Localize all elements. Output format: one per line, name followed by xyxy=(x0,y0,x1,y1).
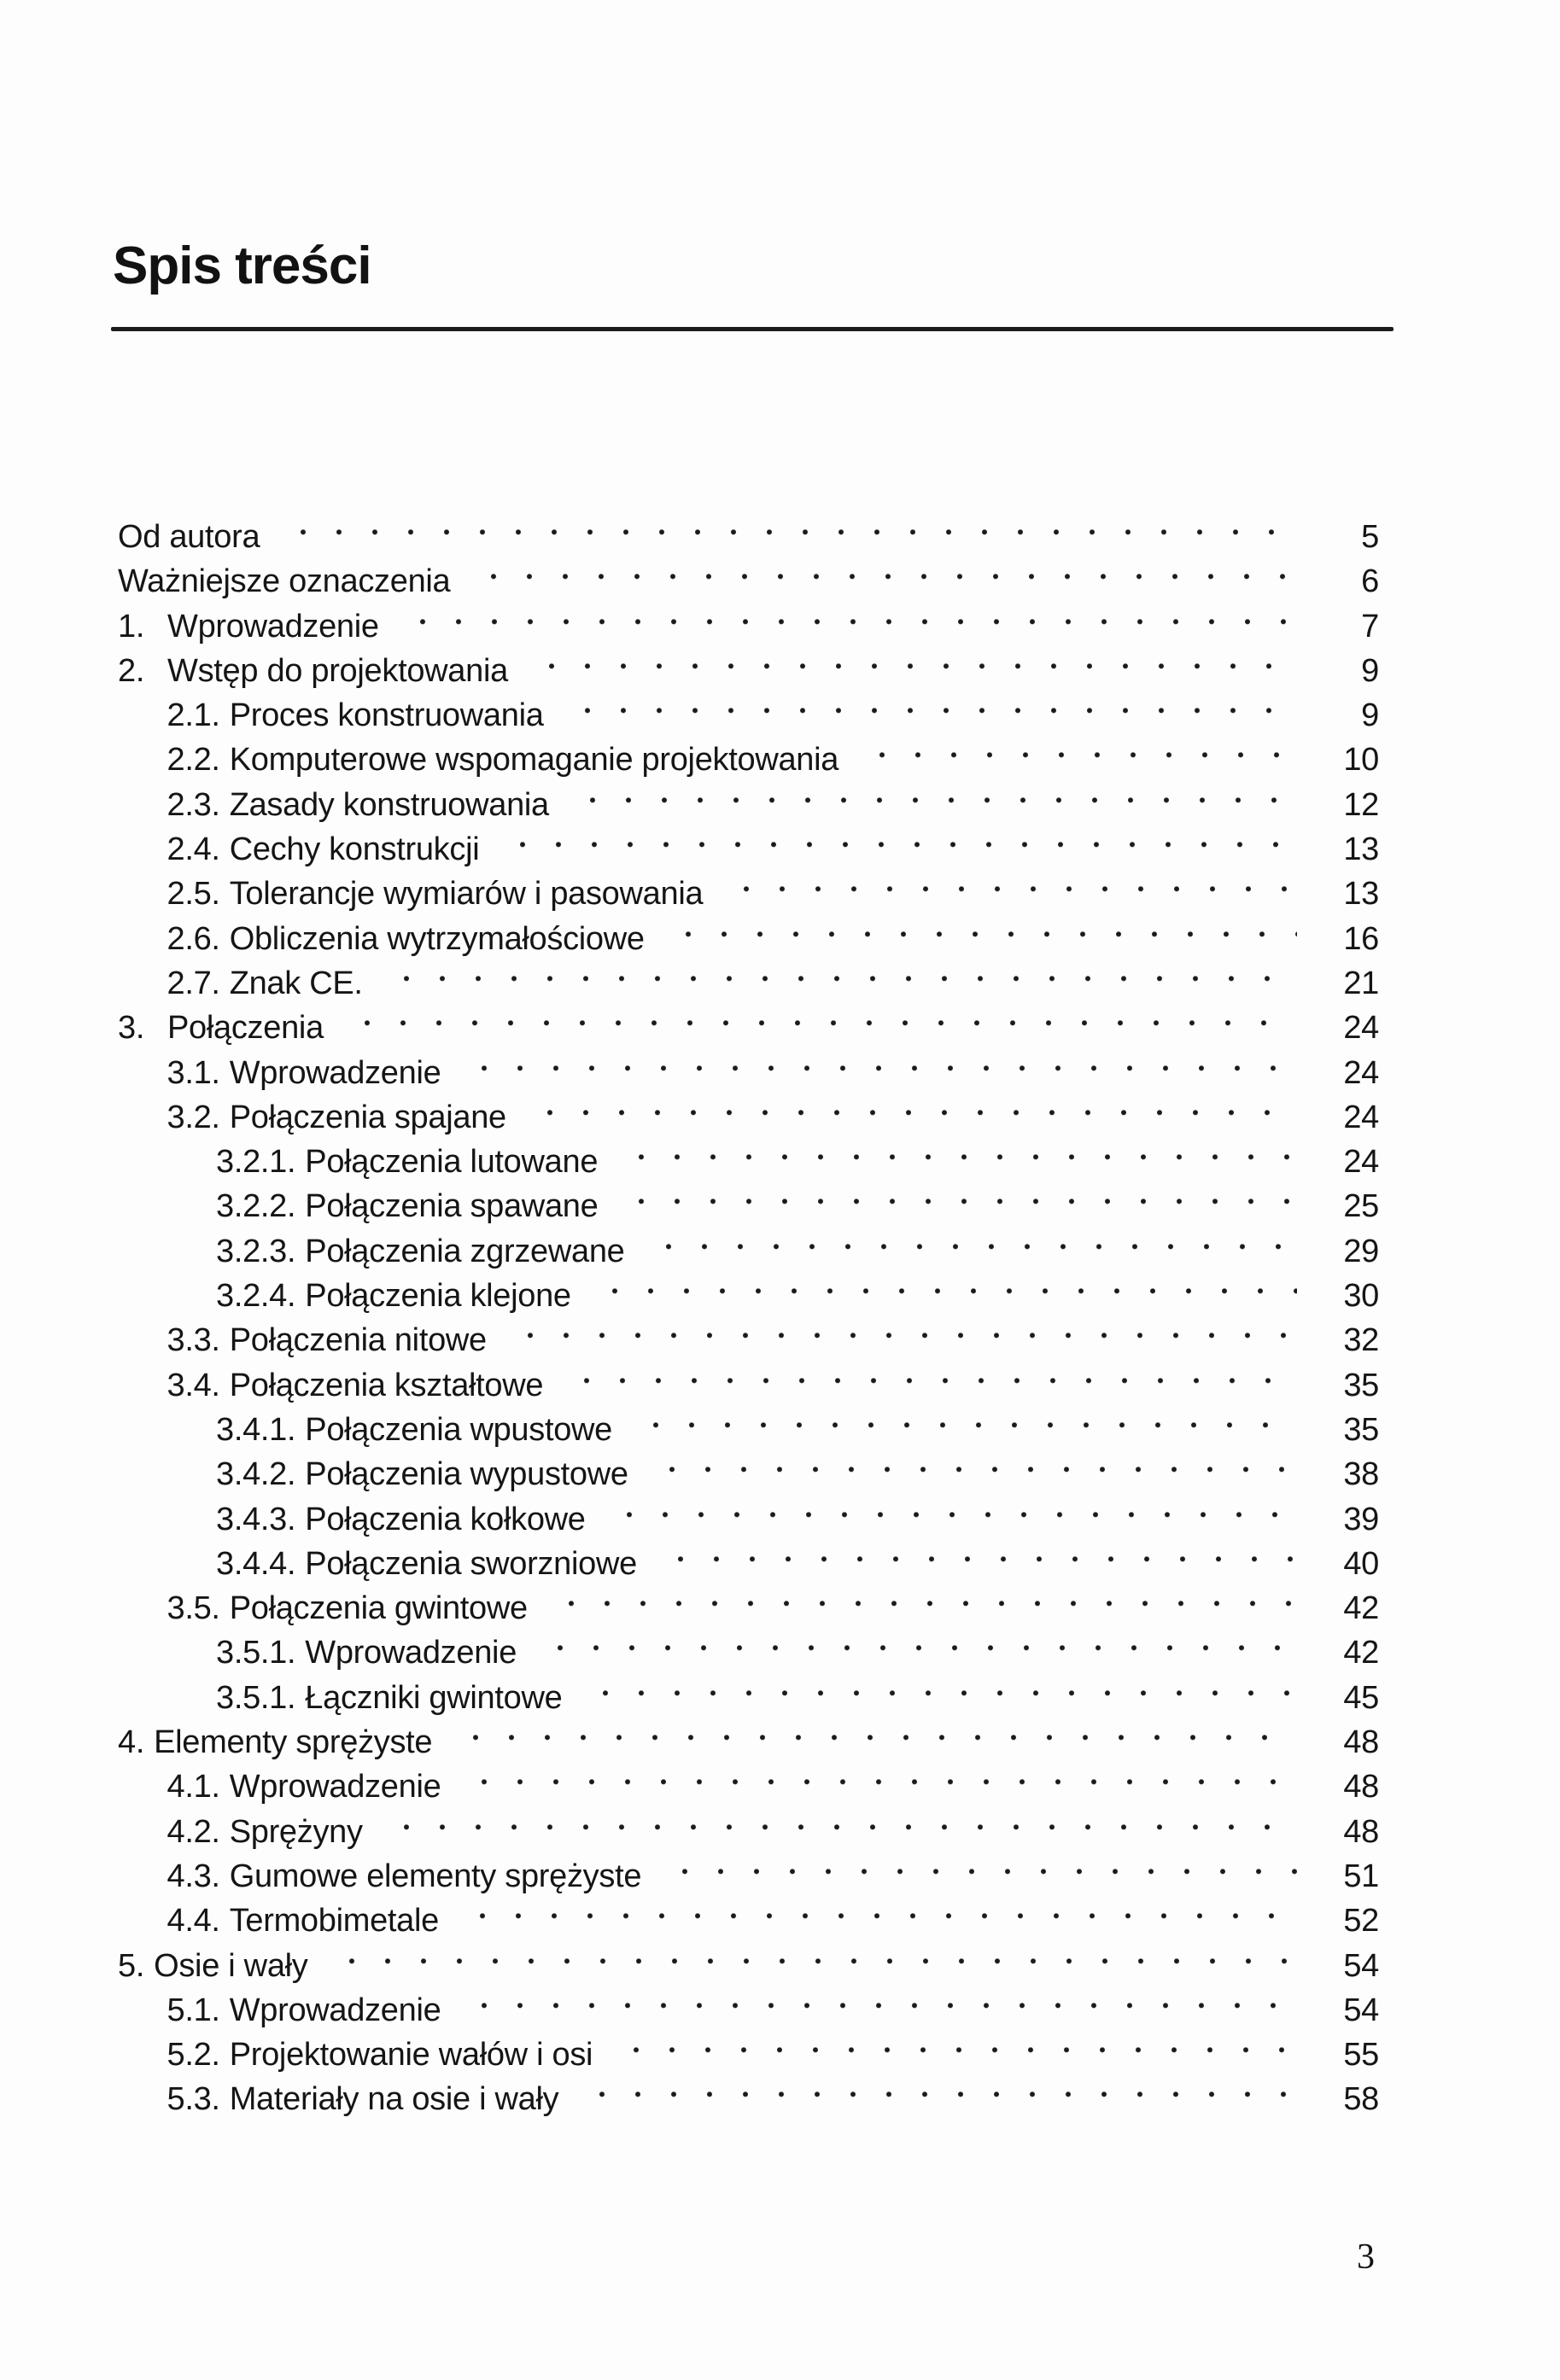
toc-row xyxy=(118,827,1379,872)
toc-entry-title: Wprowadzenie xyxy=(229,1054,441,1091)
toc-row xyxy=(118,649,1379,693)
toc-row xyxy=(118,1363,1379,1408)
toc-row xyxy=(118,1095,1379,1140)
toc-entry-title: Połączenia sworzniowe xyxy=(305,1545,637,1582)
toc-entry-title: Gumowe elementy sprężyste xyxy=(229,1858,642,1894)
dot-leader xyxy=(656,1542,1297,1586)
toc-entry-title: Proces konstruowania xyxy=(229,697,544,734)
toc-entry-number: 3.5. xyxy=(167,1590,220,1627)
dot-leader xyxy=(631,1408,1297,1452)
toc-entry-number: 2.4. xyxy=(167,831,220,868)
dot-leader xyxy=(459,1765,1297,1809)
toc-entry-page: 45 xyxy=(1343,1679,1379,1716)
toc-entry-title: Połączenia nitowe xyxy=(229,1322,487,1359)
toc-entry-number: 2.1. xyxy=(167,697,220,734)
toc-entry-number: 5.1. xyxy=(167,1992,220,2028)
toc-row xyxy=(118,872,1379,916)
toc-row xyxy=(118,1542,1379,1586)
toc-entry-number: 4.2. xyxy=(167,1813,220,1850)
dot-leader xyxy=(451,1720,1297,1765)
toc-entry-number: 3.2.4. xyxy=(216,1278,296,1315)
toc-entry-number: 2.6. xyxy=(167,920,220,957)
toc-entry-title: Tolerancje wymiarów i pasowania xyxy=(229,876,704,913)
toc-entry-title: Osie i wały xyxy=(154,1947,308,1984)
toc-row xyxy=(118,1006,1379,1050)
dot-leader xyxy=(342,1006,1297,1050)
toc-entry-number: 4.4. xyxy=(167,1903,220,1940)
toc-row xyxy=(118,1184,1379,1228)
dot-leader xyxy=(563,693,1297,738)
toc-entry-number: 3.1. xyxy=(167,1054,220,1091)
toc-entry-page: 12 xyxy=(1343,786,1379,823)
dot-leader xyxy=(562,1363,1297,1408)
toc-row xyxy=(118,1229,1379,1274)
toc-entry-title: Materiały na osie i wały xyxy=(229,2081,559,2118)
toc-entry-number: 3.2.1. xyxy=(216,1144,296,1181)
dot-leader xyxy=(857,738,1297,782)
toc-row xyxy=(118,1586,1379,1630)
toc-row xyxy=(118,604,1379,649)
dot-leader xyxy=(535,1630,1297,1675)
toc-row xyxy=(118,783,1379,827)
title-rule xyxy=(111,327,1393,331)
toc-entry-number: 3.4.2. xyxy=(216,1456,296,1493)
toc-entry-page: 51 xyxy=(1343,1858,1379,1894)
toc-entry-number: 4.3. xyxy=(167,1858,220,1894)
dot-leader xyxy=(382,961,1297,1006)
toc-entry-page: 16 xyxy=(1343,920,1379,957)
toc-entry-title: Łączniki gwintowe xyxy=(305,1679,563,1716)
toc-entry-title: Ważniejsze oznaczenia xyxy=(118,563,451,600)
toc-list xyxy=(118,515,1379,2122)
toc-entry-title: Wprowadzenie xyxy=(305,1635,517,1671)
toc-entry-number: 3.2.3. xyxy=(216,1233,296,1269)
toc-entry-number: 3.3. xyxy=(167,1322,220,1359)
toc-row xyxy=(118,1497,1379,1542)
toc-entry-page: 25 xyxy=(1343,1188,1379,1225)
toc-entry-page: 7 xyxy=(1361,608,1379,645)
toc-entry-number: 2.5. xyxy=(167,876,220,913)
toc-entry-page: 54 xyxy=(1343,1947,1379,1984)
toc-row xyxy=(118,515,1379,559)
toc-entry-title: Od autora xyxy=(118,519,260,555)
dot-leader xyxy=(616,1184,1297,1228)
toc-entry-title: Komputerowe wspomaganie projektowania xyxy=(229,742,839,779)
page-title: Spis treści xyxy=(113,236,371,295)
toc-entry-page: 21 xyxy=(1343,965,1379,1001)
toc-entry-page: 24 xyxy=(1343,1010,1379,1047)
toc-entry-title: Połączenia kołkowe xyxy=(305,1501,586,1537)
toc-entry-number: 1. xyxy=(118,608,145,645)
toc-entry-title: Wprowadzenie xyxy=(229,1769,441,1805)
toc-entry-page: 24 xyxy=(1343,1099,1379,1135)
toc-entry-title: Sprężyny xyxy=(229,1813,363,1850)
toc-row xyxy=(118,1676,1379,1720)
toc-row xyxy=(118,1720,1379,1765)
dot-leader xyxy=(527,649,1297,693)
dot-leader xyxy=(644,1229,1297,1274)
toc-row xyxy=(118,917,1379,961)
toc-row xyxy=(118,2077,1379,2121)
toc-entry-title: Wstęp do projektowania xyxy=(167,652,508,689)
toc-entry-title: Połączenia lutowane xyxy=(305,1144,599,1181)
toc-entry-title: Połączenia gwintowe xyxy=(229,1590,528,1627)
dot-leader xyxy=(590,1274,1297,1318)
toc-entry-title: Wprowadzenie xyxy=(167,608,379,645)
dot-leader xyxy=(498,827,1297,872)
toc-entry-page: 48 xyxy=(1343,1724,1379,1761)
toc-entry-page: 32 xyxy=(1343,1322,1379,1359)
toc-entry-page: 10 xyxy=(1343,742,1379,779)
toc-entry-number: 2.2. xyxy=(167,742,220,779)
dot-leader xyxy=(663,917,1297,961)
toc-entry-page: 29 xyxy=(1343,1233,1379,1269)
toc-row xyxy=(118,1765,1379,1809)
toc-entry-page: 40 xyxy=(1343,1545,1379,1582)
dot-leader xyxy=(605,1497,1297,1542)
dot-leader xyxy=(398,604,1297,649)
toc-row xyxy=(118,693,1379,738)
toc-entry-page: 52 xyxy=(1343,1903,1379,1940)
toc-entry-page: 42 xyxy=(1343,1635,1379,1671)
toc-entry-number: 3.4.3. xyxy=(216,1501,296,1537)
toc-entry-title: Wprowadzenie xyxy=(229,1992,441,2028)
toc-entry-number: 5.3. xyxy=(167,2081,220,2118)
toc-entry-title: Połączenia wypustowe xyxy=(305,1456,628,1493)
toc-entry-title: Połączenia wpustowe xyxy=(305,1411,613,1448)
toc-entry-title: Połączenia xyxy=(167,1010,324,1047)
toc-entry-page: 55 xyxy=(1343,2037,1379,2074)
toc-entry-number: 3.4.1. xyxy=(216,1411,296,1448)
toc-entry-title: Połączenia spawane xyxy=(305,1188,599,1225)
dot-leader xyxy=(469,559,1297,604)
toc-entry-number: 3.2.2. xyxy=(216,1188,296,1225)
toc-entry-title: Zasady konstruowania xyxy=(229,786,549,823)
toc-entry-page: 39 xyxy=(1343,1501,1379,1537)
toc-entry-number: 3.5.1. xyxy=(216,1679,296,1716)
dot-leader xyxy=(647,1452,1297,1496)
toc-entry-number: 2.3. xyxy=(167,786,220,823)
toc-entry-page: 35 xyxy=(1343,1411,1379,1448)
toc-entry-number: 3.4.4. xyxy=(216,1545,296,1582)
toc-entry-number: 5.2. xyxy=(167,2037,220,2074)
toc-entry-number: 2. xyxy=(118,652,145,689)
toc-entry-page: 5 xyxy=(1361,519,1379,555)
toc-entry-title: Cechy konstrukcji xyxy=(229,831,480,868)
toc-row xyxy=(118,559,1379,604)
toc-entry-number: 2.7. xyxy=(167,965,220,1001)
toc-entry-page: 48 xyxy=(1343,1769,1379,1805)
toc-row xyxy=(118,1899,1379,1943)
dot-leader xyxy=(577,2077,1297,2121)
toc-entry-number: 4.1. xyxy=(167,1769,220,1805)
toc-entry-title: Projektowanie wałów i osi xyxy=(229,2037,593,2074)
toc-entry-page: 6 xyxy=(1361,563,1379,600)
toc-entry-title: Połączenia kształtowe xyxy=(229,1367,544,1403)
dot-leader xyxy=(458,1899,1297,1943)
toc-row xyxy=(118,1944,1379,1988)
dot-leader xyxy=(546,1586,1297,1630)
toc-entry-number: 3.5.1. xyxy=(216,1635,296,1671)
toc-entry-page: 42 xyxy=(1343,1590,1379,1627)
dot-leader xyxy=(525,1095,1297,1140)
dot-leader xyxy=(722,872,1297,916)
dot-leader xyxy=(278,515,1297,559)
toc-row xyxy=(118,1051,1379,1095)
toc-entry-page: 9 xyxy=(1361,652,1379,689)
toc-entry-title: Elementy sprężyste xyxy=(154,1724,433,1761)
toc-entry-title: Połączenia zgrzewane xyxy=(305,1233,625,1269)
toc-entry-number: 5. xyxy=(118,1947,145,1984)
dot-leader xyxy=(660,1854,1297,1899)
toc-entry-page: 54 xyxy=(1343,1992,1379,2028)
toc-row xyxy=(118,1988,1379,2033)
toc-entry-page: 24 xyxy=(1343,1144,1379,1181)
toc-entry-page: 48 xyxy=(1343,1813,1379,1850)
toc-entry-title: Połączenia klejone xyxy=(305,1278,571,1315)
toc-entry-number: 3.4. xyxy=(167,1367,220,1403)
toc-entry-title: Znak CE. xyxy=(229,965,363,1001)
dot-leader xyxy=(459,1051,1297,1095)
toc-row xyxy=(118,1318,1379,1362)
dot-leader xyxy=(459,1988,1297,2033)
toc-row xyxy=(118,961,1379,1006)
dot-leader xyxy=(611,2033,1297,2077)
toc-entry-title: Połączenia spajane xyxy=(229,1099,506,1135)
toc-entry-number: 3. xyxy=(118,1010,145,1047)
toc-entry-title: Termobimetale xyxy=(229,1903,439,1940)
toc-entry-number: 4. xyxy=(118,1724,145,1761)
toc-row xyxy=(118,1452,1379,1496)
toc-entry-page: 58 xyxy=(1343,2081,1379,2118)
dot-leader xyxy=(382,1810,1297,1854)
toc-row xyxy=(118,2033,1379,2077)
dot-leader xyxy=(568,783,1297,827)
toc-entry-page: 24 xyxy=(1343,1054,1379,1091)
dot-leader xyxy=(505,1318,1297,1362)
toc-row xyxy=(118,1630,1379,1675)
toc-row xyxy=(118,1274,1379,1318)
toc-row xyxy=(118,1854,1379,1899)
toc-entry-page: 9 xyxy=(1361,697,1379,734)
toc-row xyxy=(118,1140,1379,1184)
dot-leader xyxy=(581,1676,1297,1720)
page-number-folio: 3 xyxy=(1357,2237,1375,2277)
toc-entry-page: 30 xyxy=(1343,1278,1379,1315)
toc-entry-page: 13 xyxy=(1343,831,1379,868)
dot-leader xyxy=(616,1140,1297,1184)
toc-entry-page: 13 xyxy=(1343,876,1379,913)
toc-entry-number: 3.2. xyxy=(167,1099,220,1135)
toc-row xyxy=(118,1810,1379,1854)
toc-row xyxy=(118,1408,1379,1452)
toc-entry-title: Obliczenia wytrzymałościowe xyxy=(229,920,645,957)
dot-leader xyxy=(327,1944,1297,1988)
toc-entry-page: 38 xyxy=(1343,1456,1379,1493)
toc-row xyxy=(118,738,1379,782)
toc-entry-page: 35 xyxy=(1343,1367,1379,1403)
